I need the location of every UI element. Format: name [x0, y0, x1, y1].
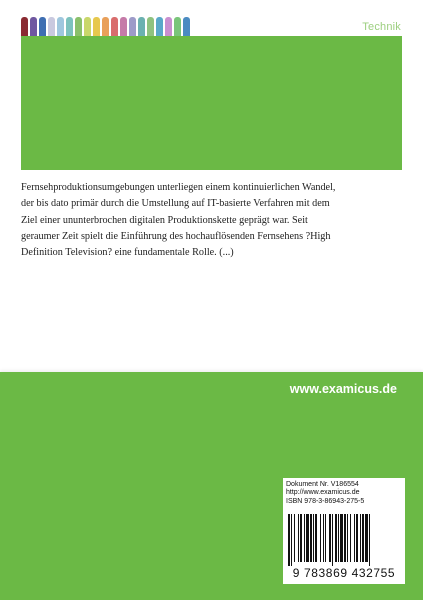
barcode-bar	[338, 514, 339, 562]
blurb-line: Definition Television? eine fundamentale Rolle. (...)	[21, 247, 234, 259]
barcode-bar	[294, 514, 295, 562]
blurb-line: der bis dato primär durch die Umstellung auf IT-basierte Verfahren mit dem	[21, 198, 330, 210]
barcode-bar	[323, 514, 324, 562]
barcode-bar	[306, 514, 309, 562]
barcode-bar	[365, 514, 368, 562]
category-tab	[147, 17, 154, 37]
barcode-metadata	[286, 481, 364, 506]
barcode-bar	[298, 514, 299, 562]
barcode-bar	[356, 514, 358, 562]
category-tab	[183, 17, 190, 37]
barcode-bar	[354, 514, 355, 562]
category-tab	[156, 17, 163, 37]
blurb-text	[21, 180, 402, 261]
barcode-bar	[340, 514, 343, 562]
barcode-bar	[332, 514, 333, 566]
barcode-bar	[288, 514, 290, 566]
category-color-tabs	[21, 17, 190, 37]
blurb-line: Ziel einer ununterbrochen digitalen Produktionskette geprägt war. Seit	[21, 214, 308, 226]
barcode-bar	[300, 514, 302, 562]
publisher-website: www.examicus.de	[289, 382, 397, 396]
category-tab	[129, 17, 136, 37]
barcode-bar	[291, 514, 292, 566]
barcode-bar	[369, 514, 370, 566]
barcode-bar	[304, 514, 305, 562]
category-tab	[48, 17, 55, 37]
category-tab	[21, 17, 28, 37]
category-tab	[165, 17, 172, 37]
category-tab	[138, 17, 145, 37]
barcode-bar	[310, 514, 312, 562]
publisher-url: http://www.examicus.de	[286, 489, 360, 497]
barcode-bar	[335, 514, 337, 562]
category-tab	[93, 17, 100, 37]
category-tab	[174, 17, 181, 37]
barcode-bar	[315, 514, 317, 562]
category-tab	[30, 17, 37, 37]
barcode-bar	[360, 514, 361, 562]
category-tab	[102, 17, 109, 37]
barcode-bar	[362, 514, 364, 562]
barcode-bar	[350, 514, 351, 562]
barcode-bar	[329, 514, 331, 562]
category-tab	[39, 17, 46, 37]
barcode-label	[283, 478, 405, 584]
barcode-image	[286, 514, 402, 566]
barcode-bar	[325, 514, 326, 562]
category-tab	[75, 17, 82, 37]
category-tab	[57, 17, 64, 37]
blurb-line: Fernsehproduktionsumgebungen unterliegen einem kontinuierlichen Wandel,	[21, 182, 336, 193]
barcode-bar	[344, 514, 346, 562]
isbn-number: ISBN 978-3-86943-275-5	[286, 497, 365, 505]
category-tab	[66, 17, 73, 37]
barcode-digits: 9 783869 432755	[292, 566, 396, 580]
barcode-bar	[313, 514, 314, 562]
category-tab	[84, 17, 91, 37]
barcode-bar	[347, 514, 348, 562]
document-number: Dokument Nr. V186554	[286, 481, 359, 488]
category-tab	[111, 17, 118, 37]
blurb-line: geraumer Zeit spielt die Einführung des hochauflösenden Fernsehens ?High	[21, 230, 331, 242]
category-tab	[120, 17, 127, 37]
cover-top-panel	[21, 36, 402, 170]
barcode-bar	[320, 514, 321, 562]
category-label: Technik	[362, 21, 401, 33]
